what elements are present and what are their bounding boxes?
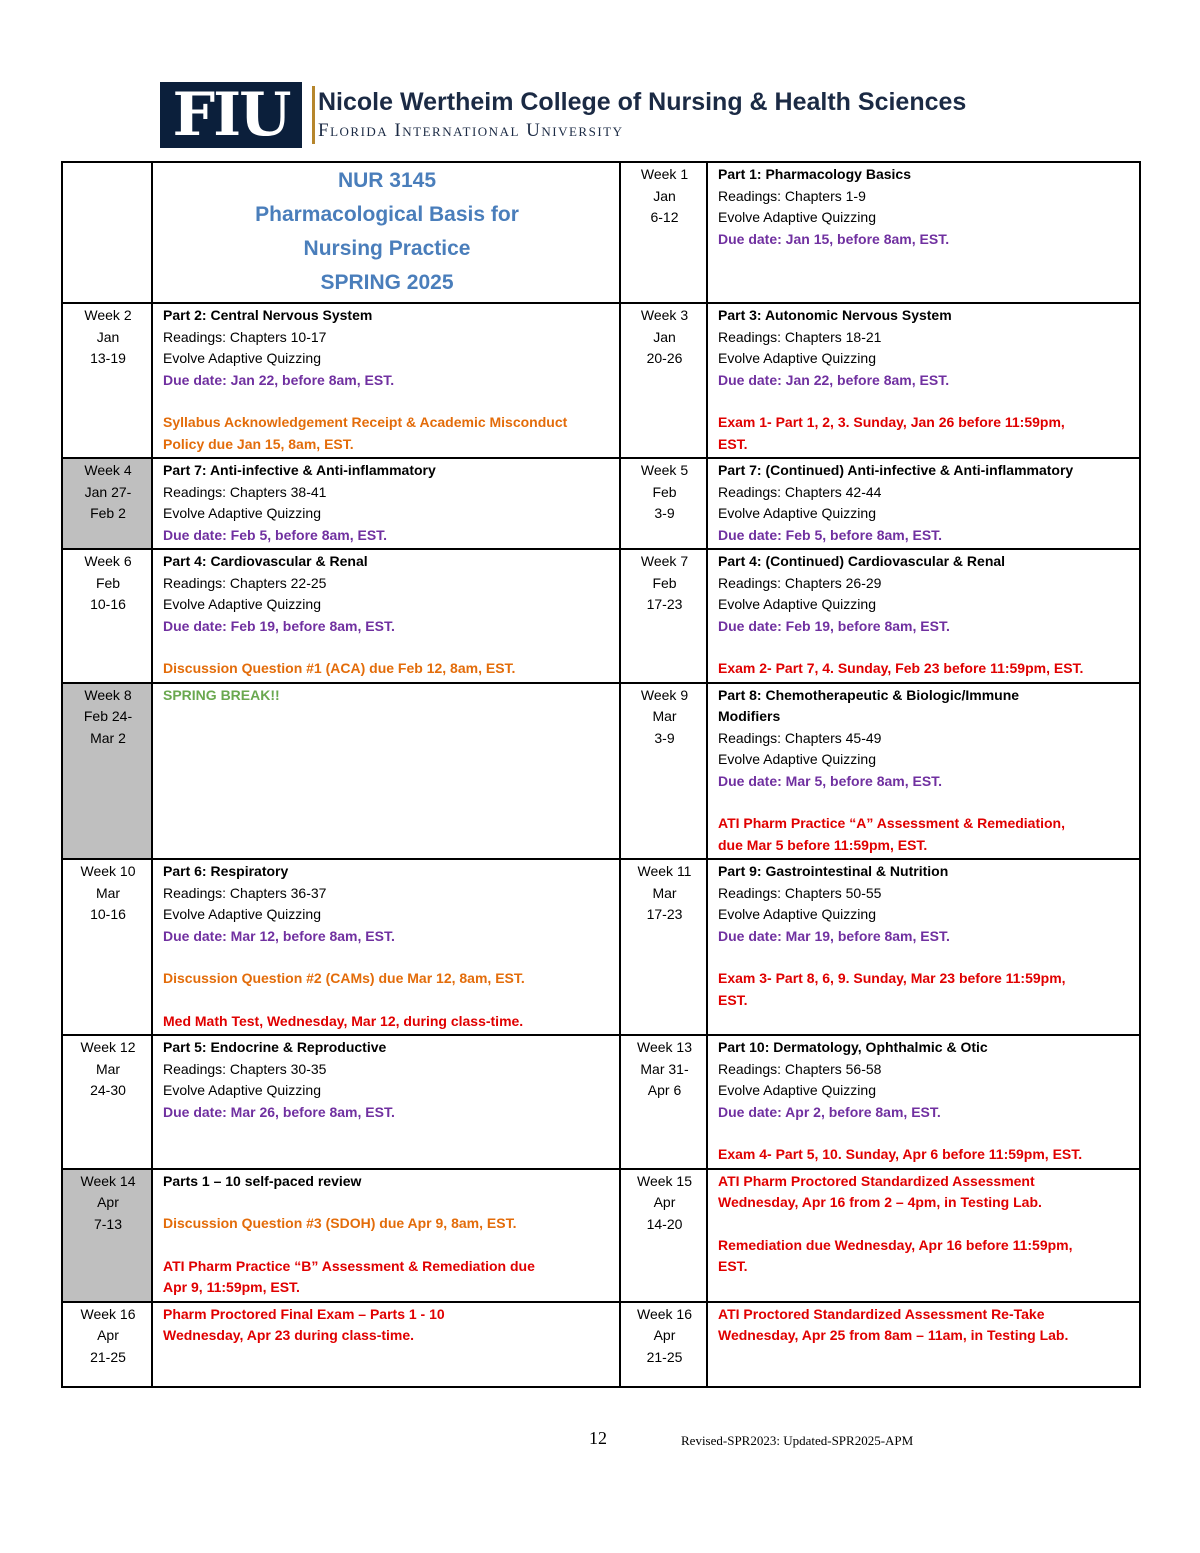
- week-cell: [62, 303, 152, 458]
- course-title: [152, 162, 620, 303]
- college-name: Nicole Wertheim College of Nursing & Health Sciences: [318, 88, 967, 116]
- schedule-line: Readings: Chapters 26-29: [718, 574, 882, 591]
- schedule-line: Discussion Question #2 (CAMs) due Mar 12, 8am, EST.: [163, 970, 525, 986]
- schedule-line: EST.: [718, 1258, 748, 1274]
- schedule-line: Pharm Proctored Final Exam – Parts 1 - 10: [163, 1305, 445, 1322]
- logo-divider: [312, 86, 315, 144]
- schedule-line: Readings: Chapters 38-41: [163, 483, 327, 500]
- schedule-line: Parts 1 – 10 self-paced review: [163, 1172, 362, 1189]
- week-date-line: Feb: [652, 483, 677, 500]
- week-date-line: Week 2: [84, 307, 132, 323]
- week-date-line: Mar: [95, 1060, 121, 1077]
- schedule-row: [62, 303, 1140, 458]
- schedule-line: Readings: Chapters 36-37: [163, 884, 327, 901]
- part-label: Part 9:: [718, 863, 762, 879]
- spacer: [718, 947, 1131, 968]
- part-topic: Endocrine & Reproductive: [206, 1039, 387, 1055]
- schedule-line: Exam 4- Part 5, 10. Sunday, Apr 6 before 11:59pm, EST.: [718, 1146, 1083, 1162]
- week-date-line: Mar 31-: [640, 1060, 689, 1077]
- week-date-line: Week 6: [84, 553, 132, 569]
- week-cell: [62, 1169, 152, 1302]
- schedule-line: Readings: Chapters 56-58: [718, 1060, 882, 1077]
- week-date-line: Apr: [653, 1194, 676, 1210]
- week-date-line: Week 1: [640, 166, 689, 182]
- week-date-line: Apr: [97, 1327, 119, 1343]
- part-label: Part 4:: [718, 553, 762, 569]
- content-cell: [707, 549, 1140, 683]
- schedule-body: [62, 162, 1140, 1387]
- week-date-line: 3-9: [654, 505, 675, 521]
- part-label: Part 3:: [718, 307, 762, 323]
- schedule-line: Readings: Chapters 30-35: [163, 1060, 327, 1077]
- schedule-line: Evolve Adaptive Quizzing: [718, 596, 876, 612]
- spacer: [163, 990, 611, 1011]
- part-topic: Autonomic Nervous System: [761, 307, 952, 323]
- part-topic: Central Nervous System: [206, 307, 373, 323]
- schedule-line: Due date: Apr 2, before 8am, EST.: [718, 1103, 941, 1120]
- university-name: Florida International University: [318, 120, 624, 141]
- schedule-line: Evolve Adaptive Quizzing: [163, 350, 321, 366]
- week-date-line: 3-9: [654, 729, 675, 746]
- schedule-line: Discussion Question #1 (ACA) due Feb 12, 8am, EST.: [163, 660, 516, 676]
- schedule-row: [62, 683, 1140, 860]
- part-label: Part 8:: [718, 686, 762, 703]
- schedule-row: [62, 859, 1140, 1035]
- schedule-line: EST.: [718, 435, 748, 452]
- part-topic: Respiratory: [206, 863, 289, 879]
- week-date-line: Mar 2: [90, 729, 126, 746]
- week-cell: [620, 859, 707, 1035]
- week-date-line: Feb: [652, 574, 677, 591]
- schedule-line: Evolve Adaptive Quizzing: [163, 1082, 321, 1098]
- schedule-line: Due date: Jan 22, before 8am, EST.: [718, 371, 950, 388]
- week-cell: [620, 549, 707, 683]
- week-date-line: 13-19: [90, 350, 126, 366]
- content-cell: [707, 683, 1140, 860]
- schedule-line: [718, 305, 1131, 327]
- schedule-line: Due date: Feb 5, before 8am, EST.: [163, 526, 388, 543]
- week-date-line: Week 4: [84, 462, 132, 478]
- part-label: Part 4:: [163, 553, 207, 569]
- part-topic: (Continued) Cardiovascular & Renal: [761, 553, 1006, 569]
- part-topic: Dermatology, Ophthalmic & Otic: [769, 1039, 988, 1055]
- schedule-line: Due date: Mar 5, before 8am, EST.: [718, 772, 943, 789]
- schedule-line: Due date: Mar 26, before 8am, EST.: [163, 1103, 395, 1120]
- part-label: Part 7:: [718, 462, 762, 478]
- week-date-line: 10-16: [90, 906, 126, 922]
- spacer: [718, 1123, 1131, 1144]
- content-cell: [707, 1035, 1140, 1169]
- part-label: Part 7:: [163, 462, 207, 478]
- schedule-line: Readings: Chapters 22-25: [163, 574, 327, 591]
- schedule-line: ATI Proctored Standardized Assessment Re-Take: [718, 1305, 1045, 1322]
- schedule-line: [718, 164, 1131, 186]
- week-date-line: Feb 2: [90, 505, 126, 521]
- schedule-line: ATI Pharm Practice “A” Assessment & Remediation,: [718, 815, 1065, 831]
- week-date-line: 17-23: [646, 906, 683, 922]
- content-cell: [707, 162, 1140, 303]
- part-label: Part 6:: [163, 863, 207, 879]
- schedule-line: Due date: Jan 15, before 8am, EST.: [718, 230, 950, 247]
- content-cell: [152, 458, 620, 549]
- part-topic: Anti-infective & Anti-inflammatory: [206, 462, 436, 478]
- week-date-line: 14-20: [646, 1215, 683, 1232]
- spacer: [163, 637, 611, 658]
- blank-week-cell: [62, 162, 152, 303]
- schedule-line: Readings: Chapters 42-44: [718, 483, 882, 500]
- schedule-row: [62, 549, 1140, 683]
- week-date-line: 24-30: [90, 1082, 126, 1098]
- course-name-line-1: Pharmacological Basis for: [255, 203, 519, 226]
- part-label: Part 10:: [718, 1039, 770, 1055]
- content-cell: [152, 683, 620, 860]
- week-date-line: 21-25: [646, 1348, 683, 1365]
- page-number: 12: [589, 1428, 607, 1448]
- college-header: [160, 82, 990, 148]
- week-cell: [62, 458, 152, 549]
- week-date-line: Week 8: [84, 686, 132, 703]
- week-date-line: Week 13: [637, 1039, 692, 1055]
- week-date-line: Mar: [95, 884, 121, 901]
- week-date-line: Week 7: [640, 553, 689, 569]
- week-date-line: 10-16: [90, 596, 126, 612]
- part-topic: (Continued) Anti-infective & Anti-inflammatory: [761, 462, 1074, 478]
- week-cell: [62, 683, 152, 860]
- content-cell: [152, 1302, 620, 1387]
- schedule-line: Due date: Feb 19, before 8am, EST.: [163, 617, 395, 634]
- week-date-line: 21-25: [90, 1348, 126, 1365]
- schedule-line: Modifiers: [718, 708, 781, 724]
- schedule-line: [718, 1037, 1131, 1059]
- content-cell: [707, 1302, 1140, 1387]
- schedule-line: Med Math Test, Wednesday, Mar 12, during class-time.: [163, 1012, 524, 1029]
- fiu-logo: FIU: [160, 82, 302, 148]
- schedule-line: [718, 685, 1131, 707]
- week-cell: [620, 1035, 707, 1169]
- schedule-line: [718, 861, 1131, 883]
- schedule-line: [163, 1037, 611, 1059]
- schedule-line: Evolve Adaptive Quizzing: [718, 751, 876, 767]
- schedule-line: Readings: Chapters 1-9: [718, 187, 866, 204]
- week-cell: [62, 1302, 152, 1387]
- week-date-line: 17-23: [646, 596, 683, 612]
- week-cell: [620, 162, 707, 303]
- course-number: NUR 3145: [337, 169, 437, 192]
- schedule-line: Evolve Adaptive Quizzing: [163, 596, 321, 612]
- week-date-line: Week 10: [80, 863, 136, 879]
- week-date-line: Jan: [653, 187, 676, 204]
- part-label: Part 5:: [163, 1039, 207, 1055]
- schedule-line: [718, 551, 1131, 573]
- content-cell: [707, 1169, 1140, 1302]
- schedule-row: [62, 1169, 1140, 1302]
- spacer: [718, 391, 1131, 412]
- spacer: [163, 1192, 611, 1213]
- week-date-line: Jan: [96, 328, 120, 345]
- schedule-line: Exam 3- Part 8, 6, 9. Sunday, Mar 23 before 11:59pm,: [718, 970, 1066, 986]
- week-date-line: Jan: [653, 328, 676, 345]
- schedule-line: Exam 1- Part 1, 2, 3. Sunday, Jan 26 before 11:59pm,: [718, 414, 1065, 430]
- week-date-line: Mar: [652, 884, 677, 901]
- week-date-line: Week 12: [80, 1039, 136, 1055]
- schedule-line: Evolve Adaptive Quizzing: [718, 350, 876, 366]
- content-cell: [152, 549, 620, 683]
- content-cell: [707, 458, 1140, 549]
- week-date-line: 6-12: [650, 209, 679, 225]
- week-date-line: Week 16: [637, 1305, 692, 1322]
- week-date-line: Week 16: [80, 1305, 136, 1322]
- schedule-line: Wednesday, Apr 16 from 2 – 4pm, in Testing Lab.: [718, 1194, 1042, 1210]
- content-cell: [152, 1169, 620, 1302]
- week-date-line: Week 3: [640, 307, 689, 323]
- schedule-row: [62, 458, 1140, 549]
- schedule-line: Readings: Chapters 50-55: [718, 884, 882, 901]
- part-label: Part 2:: [163, 307, 207, 323]
- schedule-line: [163, 551, 611, 573]
- spacer: [718, 637, 1131, 658]
- week-cell: [620, 1169, 707, 1302]
- schedule-line: Wednesday, Apr 23 during class-time.: [163, 1327, 415, 1343]
- week-date-line: Week 11: [637, 863, 692, 879]
- course-term: SPRING 2025: [320, 271, 454, 294]
- week-cell: [620, 1302, 707, 1387]
- week-date-line: Feb 24-: [83, 708, 133, 724]
- schedule-line: Due date: Feb 19, before 8am, EST.: [718, 617, 950, 634]
- schedule-line: ATI Pharm Practice “B” Assessment & Remediation due: [163, 1257, 535, 1274]
- schedule-line: Evolve Adaptive Quizzing: [718, 505, 876, 521]
- schedule-line: [163, 460, 611, 482]
- spacer: [718, 792, 1131, 813]
- revision-note: Revised-SPR2023: Updated-SPR2025-APM: [681, 1433, 914, 1448]
- schedule-line: [163, 305, 611, 327]
- part-topic: Gastrointestinal & Nutrition: [761, 863, 949, 879]
- schedule-line: Due date: Feb 5, before 8am, EST.: [718, 526, 943, 543]
- schedule-line: SPRING BREAK!!: [163, 686, 280, 703]
- content-cell: [152, 859, 620, 1035]
- schedule-line: Evolve Adaptive Quizzing: [718, 209, 876, 225]
- schedule-line: Evolve Adaptive Quizzing: [163, 906, 321, 922]
- schedule-line: Due date: Mar 12, before 8am, EST.: [163, 927, 395, 944]
- week-date-line: Week 14: [80, 1172, 136, 1189]
- spacer: [163, 947, 611, 968]
- schedule-line: [718, 460, 1131, 482]
- week-date-line: 20-26: [646, 350, 683, 366]
- week-date-line: Week 9: [640, 686, 689, 703]
- schedule-line: Due date: Jan 22, before 8am, EST.: [163, 371, 395, 388]
- schedule-line: Readings: Chapters 45-49: [718, 729, 882, 746]
- content-cell: [152, 303, 620, 458]
- spacer: [163, 391, 611, 412]
- schedule-row: [62, 162, 1140, 303]
- week-cell: [62, 859, 152, 1035]
- schedule-line: Wednesday, Apr 25 from 8am – 11am, in Testing Lab.: [718, 1327, 1069, 1343]
- part-topic: Cardiovascular & Renal: [206, 553, 368, 569]
- schedule-line: Readings: Chapters 10-17: [163, 328, 327, 345]
- schedule-line: Due date: Mar 19, before 8am, EST.: [718, 927, 950, 944]
- schedule-line: Remediation due Wednesday, Apr 16 before 11:59pm,: [718, 1236, 1073, 1253]
- week-date-line: Week 15: [637, 1172, 692, 1189]
- spacer: [718, 1214, 1131, 1235]
- week-cell: [62, 1035, 152, 1169]
- schedule-line: Evolve Adaptive Quizzing: [718, 906, 876, 922]
- schedule-line: Exam 2- Part 7, 4. Sunday, Feb 23 before 11:59pm, EST.: [718, 660, 1084, 676]
- schedule-line: Discussion Question #3 (SDOH) due Apr 9, 8am, EST.: [163, 1215, 517, 1231]
- course-name-line-2: Nursing Practice: [303, 237, 471, 260]
- week-date-line: Feb: [95, 574, 121, 591]
- schedule-line: Policy due Jan 15, 8am, EST.: [163, 435, 354, 452]
- content-cell: [707, 859, 1140, 1035]
- week-date-line: Jan 27-: [84, 483, 132, 500]
- schedule-row: [62, 1302, 1140, 1387]
- content-cell: [152, 1035, 620, 1169]
- part-label: Part 1:: [718, 166, 762, 182]
- schedule-line: due Mar 5 before 11:59pm, EST.: [718, 836, 928, 853]
- week-date-line: Week 5: [640, 462, 689, 478]
- content-cell: [707, 303, 1140, 458]
- spacer: [163, 1235, 611, 1256]
- schedule-line: Syllabus Acknowledgement Receipt & Academic Misconduct: [163, 414, 568, 430]
- schedule-line: Apr 9, 11:59pm, EST.: [163, 1279, 300, 1295]
- week-cell: [620, 303, 707, 458]
- schedule-row: [62, 1035, 1140, 1169]
- schedule-line: Readings: Chapters 18-21: [718, 328, 882, 345]
- week-date-line: Apr: [653, 1327, 676, 1343]
- schedule-line: [163, 861, 611, 883]
- week-cell: [620, 458, 707, 549]
- part-topic: Chemotherapeutic & Biologic/Immune: [761, 686, 1020, 703]
- schedule-line: EST.: [718, 991, 748, 1008]
- part-topic: Pharmacology Basics: [761, 166, 911, 182]
- week-date-line: 7-13: [93, 1215, 123, 1232]
- week-date-line: Apr: [97, 1194, 119, 1210]
- schedule-line: Evolve Adaptive Quizzing: [718, 1082, 876, 1098]
- schedule-line: ATI Pharm Proctored Standardized Assessment: [718, 1172, 1035, 1189]
- schedule-line: Evolve Adaptive Quizzing: [163, 505, 321, 521]
- week-cell: [62, 549, 152, 683]
- week-date-line: Apr 6: [647, 1082, 682, 1098]
- course-schedule-table: [61, 161, 1141, 1388]
- week-date-line: Mar: [652, 708, 677, 724]
- week-cell: [620, 683, 707, 860]
